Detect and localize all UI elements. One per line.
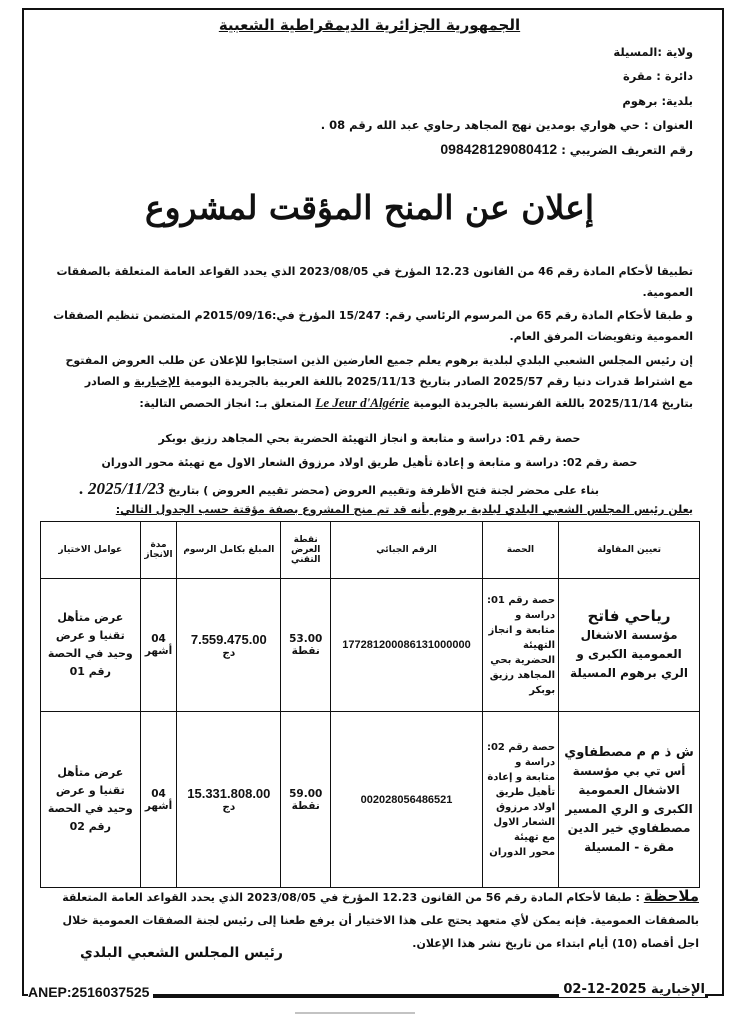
table-row [41,712,700,888]
duration-unit: أشهر [144,799,173,812]
header-selection-criteria: عوامل الاختيار [41,522,141,579]
duration-cell [140,712,177,888]
technical-score-cell [281,579,331,712]
paragraph-law-46: تطبيقا لأحكام المادة رقم 46 من القانون 12.23 المؤرخ في 2023/08/05 الذي يحدد القواعد العامة المتعلقة بالصفقات العمومية. [56,265,693,299]
header-technical-score: نقطة العرض التقني [281,522,331,579]
duration-unit: أشهر [144,645,173,657]
amount-currency: دج [222,801,236,813]
note-text: : طبقا لأحكام المادة رقم 56 من القانون 12.23 المؤرخ في 2023/08/05 الذي يحدد القواعد العامة المتعلقة بالصفقات العمومية. فإنه يمكن لأي متعهد يحتج على هذا الاختيار أن يرفع طعنا إلى رئيس لجنة الصفقات العمومية خلال اجل أقصاه (10) أيام ابتداء من تاريخ نشر هذا الإعلان. [62,891,699,950]
newspaper-date: الإخبارية 2025-12-02 [559,982,705,997]
anep-reference: ANEP:2516037525 [28,984,153,1000]
lot-cell: حصة رقم 01: دراسة و متابعة و انجاز التهيئة الحضرية بحي المجاهد رزيق بوبكر [482,579,558,712]
header-amount: المبلغ بكامل الرسوم [177,522,281,579]
tax-id-line [440,141,693,157]
selection-criteria-cell: عرض متأهل تقنيا و عرض وحيد في الحصة رقم 02 [41,712,141,888]
evaluation-date: 2025/11/23 . [79,479,165,498]
company-details: أس تي بي مؤسسة الاشغال العمومية الكبرى و الري المسير مصطفاوي خير الدين مقرة - المسيلة [565,763,693,854]
selection-criteria-cell: عرض متأهل تقنيا و عرض وحيد في الحصة رقم 01 [41,579,141,712]
republic-heading: الجمهورية الجزائرية الديمقراطية الشعبية [218,16,521,34]
table-row [41,579,700,712]
tender-notice-text-a: إن رئيس المجلس الشعبي البلدي لبلدية برهوم يعلم جميع العارضين الذين استجابوا للإعلان عن طلب العروض المفتوح مع اشتراط قدرات دنيا رقم 2025/57 الصادر بتاريخ 2025/11/13 باللغة العربية بالجريدة اليومية [65,354,693,388]
paragraph-tender-notice [53,350,693,414]
lot-1-description: حصة رقم 01: دراسة و متابعة و انجاز التهيئة الحضرية بحي المجاهد رزيق بوبكر [158,432,581,445]
note-label: ملاحظة [643,887,699,905]
company-name: رياحي فاتح [587,607,671,625]
commune-line: بلدية: برهوم [622,94,693,108]
technical-score-cell [281,712,331,888]
duration-value: 04 [151,787,166,800]
header-tax-number: الرقم الجبائي [331,522,483,579]
arabic-newspaper-name: الإخبارية [134,375,180,388]
header-company: تعيين المقاولة [559,522,700,579]
duration-cell [140,579,177,712]
tax-number-cell: 002028056486521 [331,712,483,888]
header-duration: مدة الانجاز [140,522,177,579]
daira-line: دائرة : مقرة [622,69,693,83]
company-cell [559,712,700,888]
tender-notice-text-b: و الصادر بتاريخ 2025/11/14 باللغة الفرنسية بالجريدة اليومية [84,375,693,410]
paragraph-decree-65: و طبقا لأحكام المادة رقم 65 من المرسوم الرئاسي رقم: 15/247 المؤرخ في:2015/09/16م المتضمن تنظيم الصفقات العمومية وتفويضات المرفق العام. [53,309,693,343]
tender-notice-text-c: المتعلق بـ: انجاز الحصص التالية: [139,397,312,410]
tax-id-value: 098428129080412 [440,141,558,157]
signature-title: رئيس المجلس الشعبي البلدي [80,945,283,961]
company-cell [559,579,700,712]
award-table-header [41,522,700,579]
award-table [40,521,700,888]
amount-cell [177,579,281,712]
score-unit: نقطة [291,645,320,657]
paragraph-award-intro: يعلن رئيس المجلس الشعبي البلدي لبلدية برهوم بأنه قد تم منح المشروع بصفة مؤقتة حسب الجدول التالي: [115,503,693,516]
duration-value: 04 [151,633,166,645]
lot-2-description: حصة رقم 02: دراسة و متابعة و إعادة تأهيل طريق اولاد مرزوق الشعار الاول مع تهيئة محور الدوران [101,456,638,469]
company-details: مؤسسة الاشغال العمومية الكبرى و الري برهوم المسيلة [570,628,689,680]
header-lot: الحصة [482,522,558,579]
scan-artifact [295,1012,415,1014]
company-name: ش ذ م م مصطفاوي [564,744,694,760]
amount-currency: دج [222,646,236,659]
amount-cell [177,712,281,888]
score-unit: نقطة [291,799,320,812]
tax-number-cell: 177281200086131000000 [331,579,483,712]
tax-id-label: رقم التعريف الضريبي : [561,143,693,157]
amount-value: 7.559.475.00 [190,631,267,647]
announcement-title: إعلان عن المنح المؤقت لمشروع [144,188,595,227]
address-line: العنوان : حي هواري بومدين نهج المجاهد رحاوي عبد الله رقم 08 . [320,118,693,132]
lot-cell: حصة رقم 02: دراسة و متابعة و إعادة تأهيل طريق اولاد مرزوق الشعار الاول مع تهيئة محور الدوران [482,712,558,888]
score-value: 59.00 [289,787,323,800]
evaluation-text: بناء على محضر لجنة فتح الأظرفة وتقييم العروض (محضر تقييم العروض ) بتاريخ [168,484,599,497]
wilaya-line: ولاية :المسيلة [613,45,693,59]
amount-value: 15.331.808.00 [187,786,271,801]
paragraph-evaluation [39,478,599,501]
score-value: 53.00 [289,633,323,645]
french-newspaper-name: Le Jeur d'Algérie [315,395,410,410]
